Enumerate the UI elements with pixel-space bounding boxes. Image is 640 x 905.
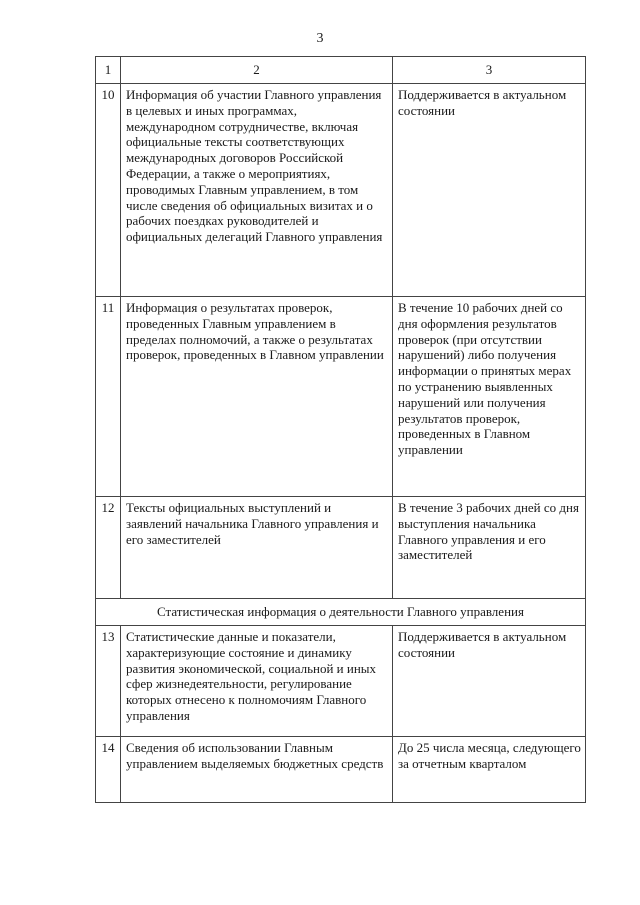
table-row (96, 626, 586, 737)
table-row (96, 497, 586, 599)
row-information: Статистические данные и показатели, характеризующие состояние и динамику развития экономической, социальной и иных сфер жизнедеятельности, регулирование которых отнесено к полномочиям Главного управления (121, 626, 393, 737)
header-col-1: 1 (96, 57, 121, 84)
table-row (96, 737, 586, 803)
row-information: Информация о результатах проверок, проведенных Главным управлением в пределах полномочий, а также о результатах проверок, проведенных в Главном управлении (121, 297, 393, 497)
row-number: 12 (96, 497, 121, 599)
row-information: Информация об участии Главного управления в целевых и иных программах, международном сотрудничестве, включая официальные тексты соответствующих международных договоров Российской Федерации, а также о мероприятиях, проводимых Главным управлением, в том числе сведения об официальных визитах и о рабочих поездках руководителей и официальных делегаций Главного управления (121, 84, 393, 297)
row-term: В течение 3 рабочих дней со дня выступления начальника Главного управления и его заместителей (393, 497, 586, 599)
row-number: 10 (96, 84, 121, 297)
table-row (96, 297, 586, 497)
row-number: 11 (96, 297, 121, 497)
row-term: Поддерживается в актуальном состоянии (393, 626, 586, 737)
row-term: В течение 10 рабочих дней со дня оформления результатов проверок (при отсутствии нарушений) либо получения информации о принятых мерах по устранению выявленных нарушений или получения результатов проверок, проведенных в Главном управлении (393, 297, 586, 497)
section-title: Статистическая информация о деятельности Главного управления (96, 599, 586, 626)
table-row (96, 84, 586, 297)
header-col-2: 2 (121, 57, 393, 84)
section-heading-row (96, 599, 586, 626)
row-information: Тексты официальных выступлений и заявлений начальника Главного управления и его заместителей (121, 497, 393, 599)
document-table (95, 56, 586, 803)
page-number: 3 (316, 31, 324, 46)
row-term: Поддерживается в актуальном состоянии (393, 84, 586, 297)
row-term: До 25 числа месяца, следующего за отчетным кварталом (393, 737, 586, 803)
row-number: 14 (96, 737, 121, 803)
header-col-3: 3 (393, 57, 586, 84)
table-header-row (96, 57, 586, 84)
row-information: Сведения об использовании Главным управлением выделяемых бюджетных средств (121, 737, 393, 803)
row-number: 13 (96, 626, 121, 737)
